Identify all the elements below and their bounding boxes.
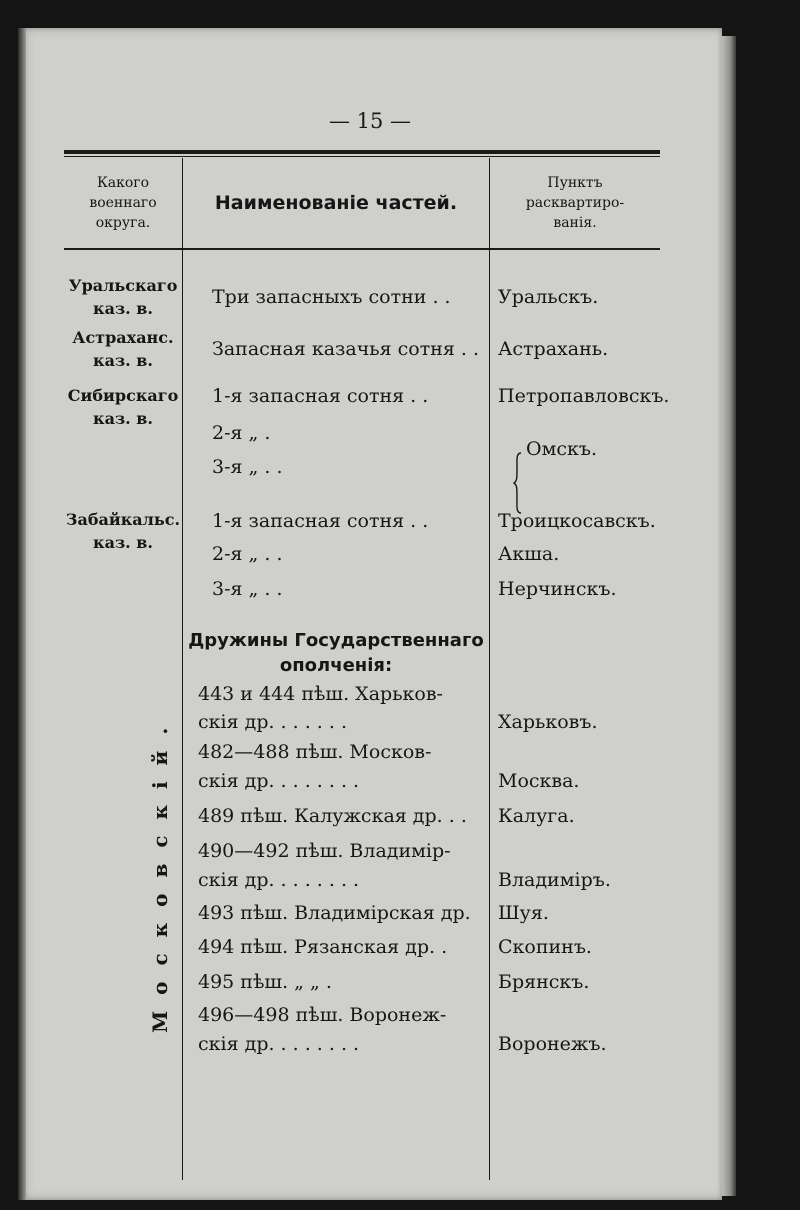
location-cell: Владиміръ.: [498, 869, 611, 891]
location-cell: Харьковъ.: [498, 711, 598, 733]
militia-row-line: скія др. . . . . . . .: [198, 869, 360, 891]
location-cell: Нерчинскъ.: [498, 578, 617, 600]
district-moscow-vertical: Московскій.: [148, 711, 172, 1033]
militia-row-line: 482—488 пѣш. Москов-: [198, 741, 432, 763]
militia-section-title: Дружины Государственнаго ополченія:: [188, 630, 484, 676]
page-number: — 15 —: [328, 109, 412, 133]
militia-row-line: 496—498 пѣш. Воронеж-: [198, 1004, 447, 1026]
column-divider-2: [489, 158, 490, 1180]
header-location: Пунктъ расквартиро- ванія.: [525, 175, 625, 231]
district-astrakhan: Астраханс. каз. в.: [72, 328, 174, 370]
header-district: Какого военнаго округа.: [89, 175, 157, 231]
militia-row-line: 443 и 444 пѣш. Харьков-: [198, 683, 443, 705]
district-siberia: Сибирскаго каз. в.: [67, 386, 179, 428]
book-page: [18, 28, 722, 1200]
militia-row-line: 489 пѣш. Калужская др. . .: [198, 805, 467, 827]
militia-row-line: скія др. . . . . . .: [198, 711, 347, 733]
curly-brace-icon: [513, 452, 523, 514]
unit-row: 2-я „ . .: [212, 543, 283, 565]
militia-row-line: скія др. . . . . . . .: [198, 770, 360, 792]
location-cell: Уральскъ.: [498, 286, 599, 308]
location-cell: Астрахань.: [498, 338, 609, 360]
unit-row: 3-я „ . .: [212, 456, 283, 478]
location-cell: Шуя.: [498, 902, 549, 924]
militia-row-line: 494 пѣш. Рязанская др. .: [198, 936, 448, 958]
unit-row: 3-я „ . .: [212, 578, 283, 600]
militia-row-line: скія др. . . . . . . .: [198, 1033, 360, 1055]
unit-row: Запасная казачья сотня . .: [212, 338, 480, 360]
unit-row: 1-я запасная сотня . .: [212, 510, 429, 532]
district-zabaikal: Забайкальс. каз. в.: [65, 510, 181, 552]
militia-row-line: 495 пѣш. „ „ .: [198, 971, 332, 993]
location-cell: Троицкосавскъ.: [498, 510, 656, 532]
page-stack-edge: [722, 36, 736, 1196]
location-cell: Калуга.: [498, 805, 575, 827]
location-cell: Москва.: [498, 770, 580, 792]
unit-row: 1-я запасная сотня . .: [212, 385, 429, 407]
district-uralsk: Уральскаго каз. в.: [68, 276, 178, 318]
location-cell: Воронежъ.: [498, 1033, 607, 1055]
location-cell: Брянскъ.: [498, 971, 590, 993]
location-cell: Омскъ.: [526, 438, 597, 460]
militia-row-line: 490—492 пѣш. Владимір-: [198, 840, 451, 862]
location-cell: Скопинъ.: [498, 936, 592, 958]
militia-row-line: 493 пѣш. Владимірская др.: [198, 902, 471, 924]
top-double-rule-thin: [64, 156, 660, 157]
header-unit-name: Наименованіе частей.: [214, 192, 458, 214]
page-spine-shadow: [18, 28, 26, 1200]
unit-row: Три запасныхъ сотни . .: [212, 286, 451, 308]
unit-row: 2-я „ .: [212, 422, 271, 444]
top-double-rule-thick: [64, 150, 660, 154]
location-cell: Петропавловскъ.: [498, 385, 670, 407]
location-cell: Акша.: [498, 543, 560, 565]
header-bottom-rule: [64, 248, 660, 250]
